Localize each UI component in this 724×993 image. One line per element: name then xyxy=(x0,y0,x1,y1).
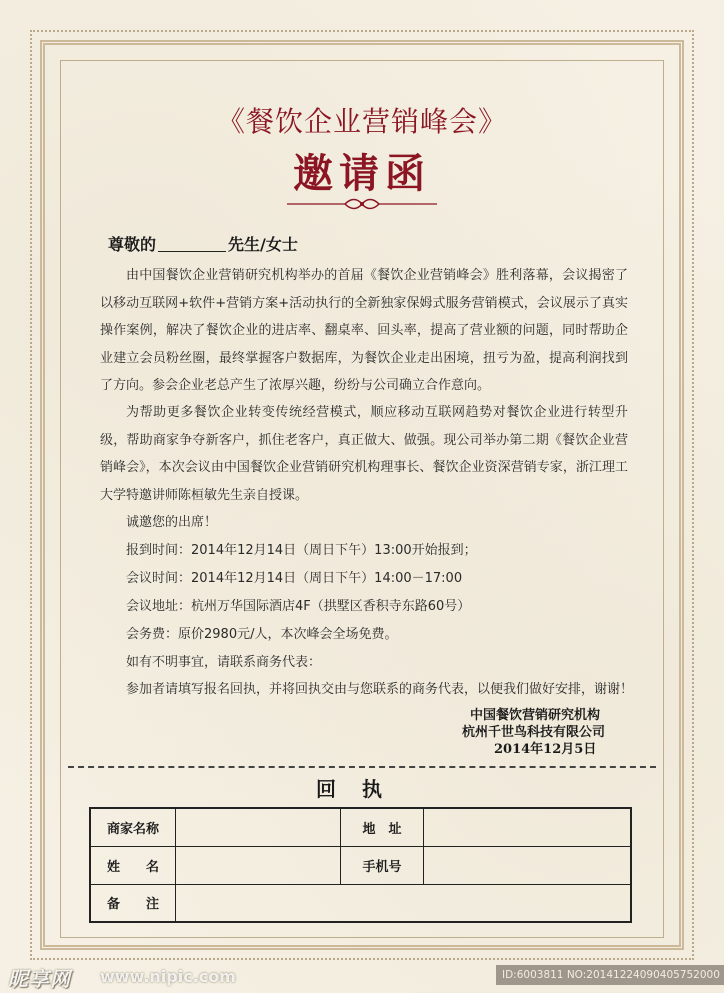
signature-org-2: 杭州千世鸟科技有限公司 xyxy=(462,725,606,740)
phone-label: 手机号 xyxy=(341,846,424,884)
remarks-field[interactable] xyxy=(176,884,632,922)
name-blank-line xyxy=(158,237,226,252)
title-flourish-ornament xyxy=(285,196,439,212)
signature-date: 2014年12月5日 xyxy=(494,742,597,757)
registration-note: 参加者请填写报名回执，并将回执交由与您联系的商务代表，以便我们做好安排，谢谢！ xyxy=(126,682,634,697)
receipt-title: 回执 xyxy=(316,777,408,801)
meeting-address: 会议地址：杭州万华国际酒店4F（拱墅区香积寺东路60号） xyxy=(126,599,471,614)
paragraph-2: 为帮助更多餐饮企业转变传统经营模式，顺应移动互联网趋势对餐饮企业进行转型升级，帮助商家争夺新客户，抓住老客户，真正做大、做强。现公司举办第二期《餐饮企业营销峰会》，本次会议由中国餐饮企业营销研究机构理事长、餐饮企业资深营销专家，浙江理工大学特邀讲师陈桓敏先生亲自授课。 xyxy=(100,405,628,503)
watermark-url: www.nipic.com xyxy=(100,967,236,986)
paragraph-1: 由中国餐饮企业营销研究机构举办的首届《餐饮企业营销峰会》胜利落幕，会议揭密了以移动互联网+软件+营销方案+活动执行的全新独家保姆式服务营销模式，会议展示了真实操作案例，解决了餐饮企业的进店率、翻桌率、回头率，提高了营业额的问题，同时帮助企业建立会员粉丝圈，最终掌握客户数据库，为餐饮企业走出困境，扭亏为盈，提高利润找到了方向。参会企业老总产生了浓厚兴趣，纷纷与公司确立合作意向。 xyxy=(100,268,628,393)
salutation-prefix: 尊敬的 xyxy=(108,235,157,254)
phone-field[interactable] xyxy=(424,846,632,884)
watermark-logo: 昵享网 xyxy=(8,967,71,991)
address-label: 地 址 xyxy=(341,808,424,846)
checkin-time: 报到时间：2014年12月14日（周日下午）13:00开始报到； xyxy=(126,543,477,558)
signature-org-1: 中国餐饮营销研究机构 xyxy=(470,708,601,723)
watermark-id-bar: ID:6003811 NO:20141224090405752000 xyxy=(496,965,724,985)
merchant-name-label: 商家名称 xyxy=(90,808,176,846)
event-title: 《餐饮企业营销峰会》 xyxy=(216,105,507,138)
name-label: 姓 名 xyxy=(90,846,176,884)
meeting-time: 会议时间：2014年12月14日（周日下午）14:00－17:00 xyxy=(126,571,463,586)
invitation-heading: 邀请函 xyxy=(293,150,431,197)
invite-line: 诚邀您的出席！ xyxy=(126,515,218,530)
contact-line: 如有不明事宜，请联系商务代表： xyxy=(126,655,322,670)
merchant-name-field[interactable] xyxy=(176,808,341,846)
salutation-suffix: 先生/女士 xyxy=(228,235,298,254)
address-field[interactable] xyxy=(424,808,632,846)
salutation xyxy=(108,232,298,255)
name-field[interactable] xyxy=(176,846,341,884)
cut-line xyxy=(68,766,656,768)
receipt-form xyxy=(89,807,632,923)
meeting-fee: 会务费：原价2980元/人，本次峰会全场免费。 xyxy=(126,627,398,642)
remarks-label: 备 注 xyxy=(90,884,176,922)
